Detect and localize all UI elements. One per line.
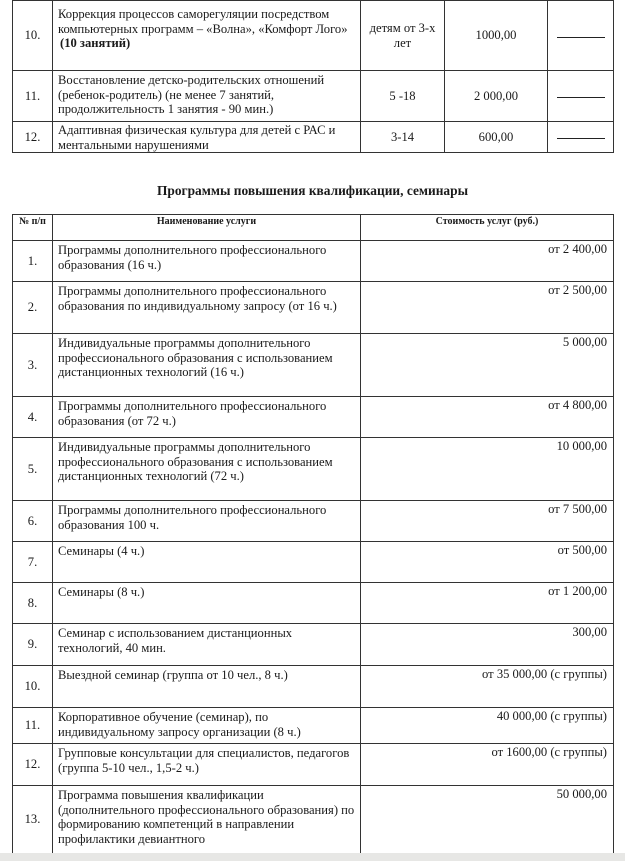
service-name: Групповые консультации для специалистов, педагогов (группа 5-10 чел., 1,5-2 ч.) <box>53 744 361 786</box>
blank-cell <box>548 122 614 153</box>
service-price: от 1600,00 (с группы) <box>361 744 614 786</box>
service-name: Программы дополнительного профессионального образования (от 72 ч.) <box>53 397 361 438</box>
blank-line <box>557 97 605 98</box>
table-row <box>13 744 614 786</box>
service-name: Индивидуальные программы дополнительного профессионального образования с использованием дистанционных технологий (16 ч.) <box>53 334 361 397</box>
blank-cell <box>548 71 614 122</box>
service-name: Программы дополнительного профессионального образования (16 ч.) <box>53 241 361 282</box>
service-name-text: Коррекция процессов саморегуляции посредством компьютерных программ – «Волна», «Комфорт Лого» <box>58 7 348 36</box>
table-row <box>13 786 614 854</box>
service-name <box>53 1 361 71</box>
table-row <box>13 501 614 542</box>
service-price: от 1 200,00 <box>361 583 614 624</box>
row-number: 8. <box>13 583 53 624</box>
blank-cell <box>548 1 614 71</box>
service-price: от 500,00 <box>361 542 614 583</box>
table-row <box>13 583 614 624</box>
section-title: Программы повышения квалификации, семинары <box>156 183 469 198</box>
age-range: 5 -18 <box>361 71 445 122</box>
row-number: 6. <box>13 501 53 542</box>
service-price: от 2 500,00 <box>361 282 614 334</box>
qualification-programs-table <box>12 214 614 854</box>
service-name: Программы дополнительного профессионального образования 100 ч. <box>53 501 361 542</box>
services-table-top <box>12 0 614 153</box>
row-number: 5. <box>13 438 53 501</box>
row-number: 12. <box>13 122 53 153</box>
table-row <box>13 71 614 122</box>
table-row <box>13 397 614 438</box>
service-price: 1000,00 <box>445 1 548 71</box>
row-number: 3. <box>13 334 53 397</box>
table-row <box>13 122 614 153</box>
service-price: 10 000,00 <box>361 438 614 501</box>
table-row <box>13 241 614 282</box>
service-price: 2 000,00 <box>445 71 548 122</box>
row-number: 10. <box>13 666 53 708</box>
table-row <box>13 1 614 71</box>
header-number: № п/п <box>13 215 53 241</box>
service-price: от 35 000,00 (с группы) <box>361 666 614 708</box>
service-price: от 7 500,00 <box>361 501 614 542</box>
row-number: 13. <box>13 786 53 854</box>
row-number: 10. <box>13 1 53 71</box>
row-number: 4. <box>13 397 53 438</box>
row-number: 1. <box>13 241 53 282</box>
service-name: Адаптивная физическая культура для детей с РАС и ментальными нарушениями <box>53 122 361 153</box>
table-row <box>13 282 614 334</box>
service-price: 300,00 <box>361 624 614 666</box>
row-number: 12. <box>13 744 53 786</box>
service-name: Выездной семинар (группа от 10 чел., 8 ч.) <box>53 666 361 708</box>
row-number: 11. <box>13 708 53 744</box>
service-note: (10 занятий) <box>60 36 131 50</box>
service-name: Восстановление детско-родительских отношений (ребенок-родитель) (не менее 7 занятий, продолжительность 1 занятия - 90 мин.) <box>53 71 361 122</box>
table-row <box>13 542 614 583</box>
table-row <box>13 708 614 744</box>
service-price: от 4 800,00 <box>361 397 614 438</box>
age-range: детям от 3-х лет <box>361 1 445 71</box>
service-name: Программы дополнительного профессионального образования по индивидуальному запросу (от 16 ч.) <box>53 282 361 334</box>
page-bottom-edge <box>0 853 625 861</box>
service-price: 600,00 <box>445 122 548 153</box>
service-price: 5 000,00 <box>361 334 614 397</box>
service-name: Семинары (4 ч.) <box>53 542 361 583</box>
service-name: Семинары (8 ч.) <box>53 583 361 624</box>
header-price: Стоимость услуг (руб.) <box>361 215 614 241</box>
table-row <box>13 624 614 666</box>
service-price: 40 000,00 (с группы) <box>361 708 614 744</box>
row-number: 9. <box>13 624 53 666</box>
blank-line <box>557 37 605 38</box>
row-number: 11. <box>13 71 53 122</box>
table-header-row <box>13 215 614 241</box>
service-name: Корпоративное обучение (семинар), по индивидуальному запросу организации (8 ч.) <box>53 708 361 744</box>
service-price: от 2 400,00 <box>361 241 614 282</box>
header-service-name: Наименование услуги <box>53 215 361 241</box>
service-price: 50 000,00 <box>361 786 614 854</box>
service-name: Программа повышения квалификации (дополнительного профессионального образования) по формированию компетенций в направлении профилактики девиантного <box>53 786 361 854</box>
table-row <box>13 666 614 708</box>
row-number: 2. <box>13 282 53 334</box>
age-range: 3-14 <box>361 122 445 153</box>
blank-line <box>557 138 605 139</box>
service-name: Семинар с использованием дистанционных технологий, 40 мин. <box>53 624 361 666</box>
table-row <box>13 334 614 397</box>
row-number: 7. <box>13 542 53 583</box>
table-row <box>13 438 614 501</box>
service-name: Индивидуальные программы дополнительного профессионального образования с использованием дистанционных технологий (72 ч.) <box>53 438 361 501</box>
